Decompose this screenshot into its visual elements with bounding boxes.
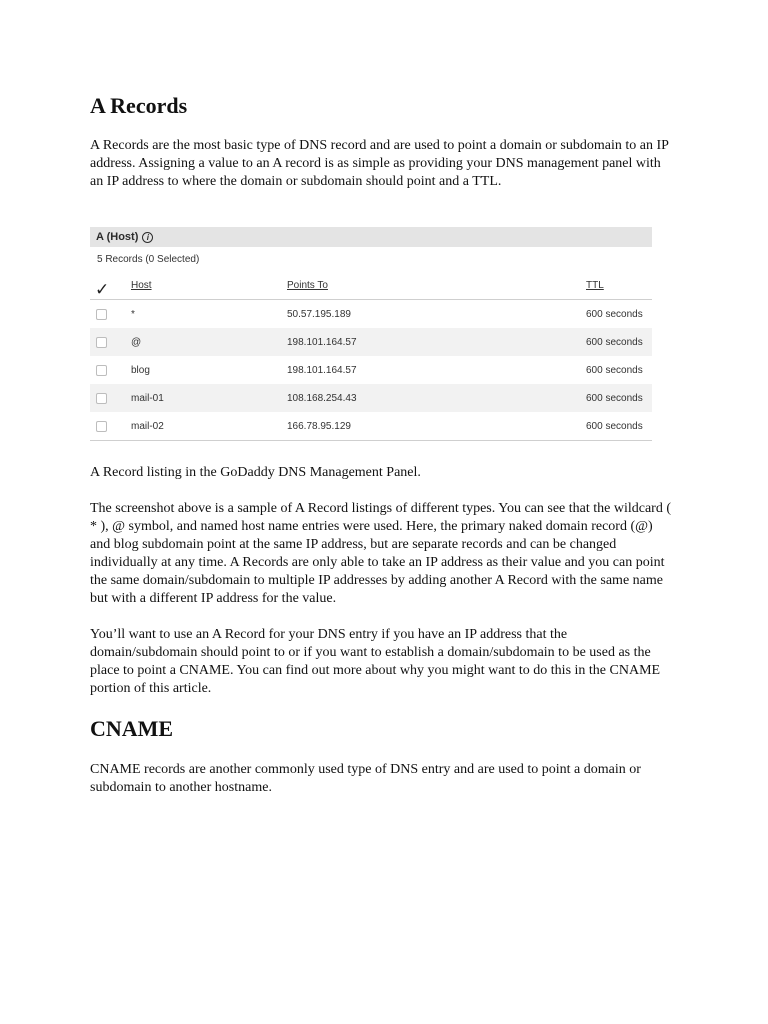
panel-header: [90, 227, 652, 247]
table-row: [90, 412, 652, 441]
dns-records-panel-image: [90, 227, 652, 443]
cell-points-to: 166.78.95.129: [287, 421, 351, 432]
cell-ttl: 600 seconds: [586, 309, 643, 320]
row-checkbox: [96, 365, 107, 376]
column-header-ttl: TTL: [586, 280, 604, 291]
cell-ttl: 600 seconds: [586, 365, 643, 376]
cell-host: blog: [131, 365, 150, 376]
check-all-icon: ✓: [95, 280, 110, 299]
cell-host: @: [131, 337, 142, 348]
cell-points-to: 198.101.164.57: [287, 365, 357, 376]
column-header-host: Host: [131, 280, 152, 291]
cell-points-to: 198.101.164.57: [287, 337, 357, 348]
cname-paragraph: CNAME records are another commonly used type of DNS entry and are used to point a domain or subdomain to another hostname.: [90, 762, 641, 795]
table-header: [90, 269, 652, 300]
cell-host: mail-01: [131, 393, 164, 404]
sample-paragraph: The screenshot above is a sample of A Record listings of different types. You can see that the wildcard ( * ), @ symbol, and named host name entries were used. Here, the primary naked domain record (@) and blog subdomain point at the same IP address, but are separate records and can be changed individually at any time. A Records are only able to take an IP address as their value and you can point the same domain/subdomain to multiple IP addresses by adding another A Record with the same name but with a different IP address for the value.: [90, 501, 671, 606]
row-checkbox: [96, 421, 107, 432]
cell-host: *: [131, 309, 135, 320]
column-header-points-to: Points To: [287, 280, 328, 291]
usage-paragraph: You’ll want to use an A Record for your DNS entry if you have an IP address that the domain/subdomain should point to or if you want to establish a domain/subdomain to be used as the place to point a CNAME. You can find out more about why you might want to do this in the CNAME portion of this article.: [90, 627, 661, 696]
table-row: [90, 356, 652, 384]
cell-host: mail-02: [131, 421, 164, 432]
section-heading-cname: CNAME: [90, 716, 174, 741]
row-checkbox: [96, 309, 107, 320]
info-icon: i: [142, 232, 153, 243]
intro-paragraph: A Records are the most basic type of DNS record and are used to point a domain or subdomain to an IP address. Assigning a value to an A record is as simple as providing your DNS management panel with an IP address to where the domain or subdomain should point and a TTL.: [90, 138, 669, 189]
cell-ttl: 600 seconds: [586, 337, 643, 348]
cell-points-to: 50.57.195.189: [287, 309, 351, 320]
table-row: [90, 384, 652, 412]
row-checkbox: [96, 393, 107, 404]
cell-ttl: 600 seconds: [586, 421, 643, 432]
panel-title: A (Host): [96, 231, 139, 243]
row-checkbox: [96, 337, 107, 348]
table-row: [90, 328, 652, 356]
cell-ttl: 600 seconds: [586, 393, 643, 404]
section-heading-a-records: A Records: [90, 93, 188, 118]
record-count: 5 Records (0 Selected): [97, 254, 200, 265]
table-row: [90, 300, 652, 328]
figure-caption: A Record listing in the GoDaddy DNS Management Panel.: [90, 465, 421, 480]
cell-points-to: 108.168.254.43: [287, 393, 357, 404]
